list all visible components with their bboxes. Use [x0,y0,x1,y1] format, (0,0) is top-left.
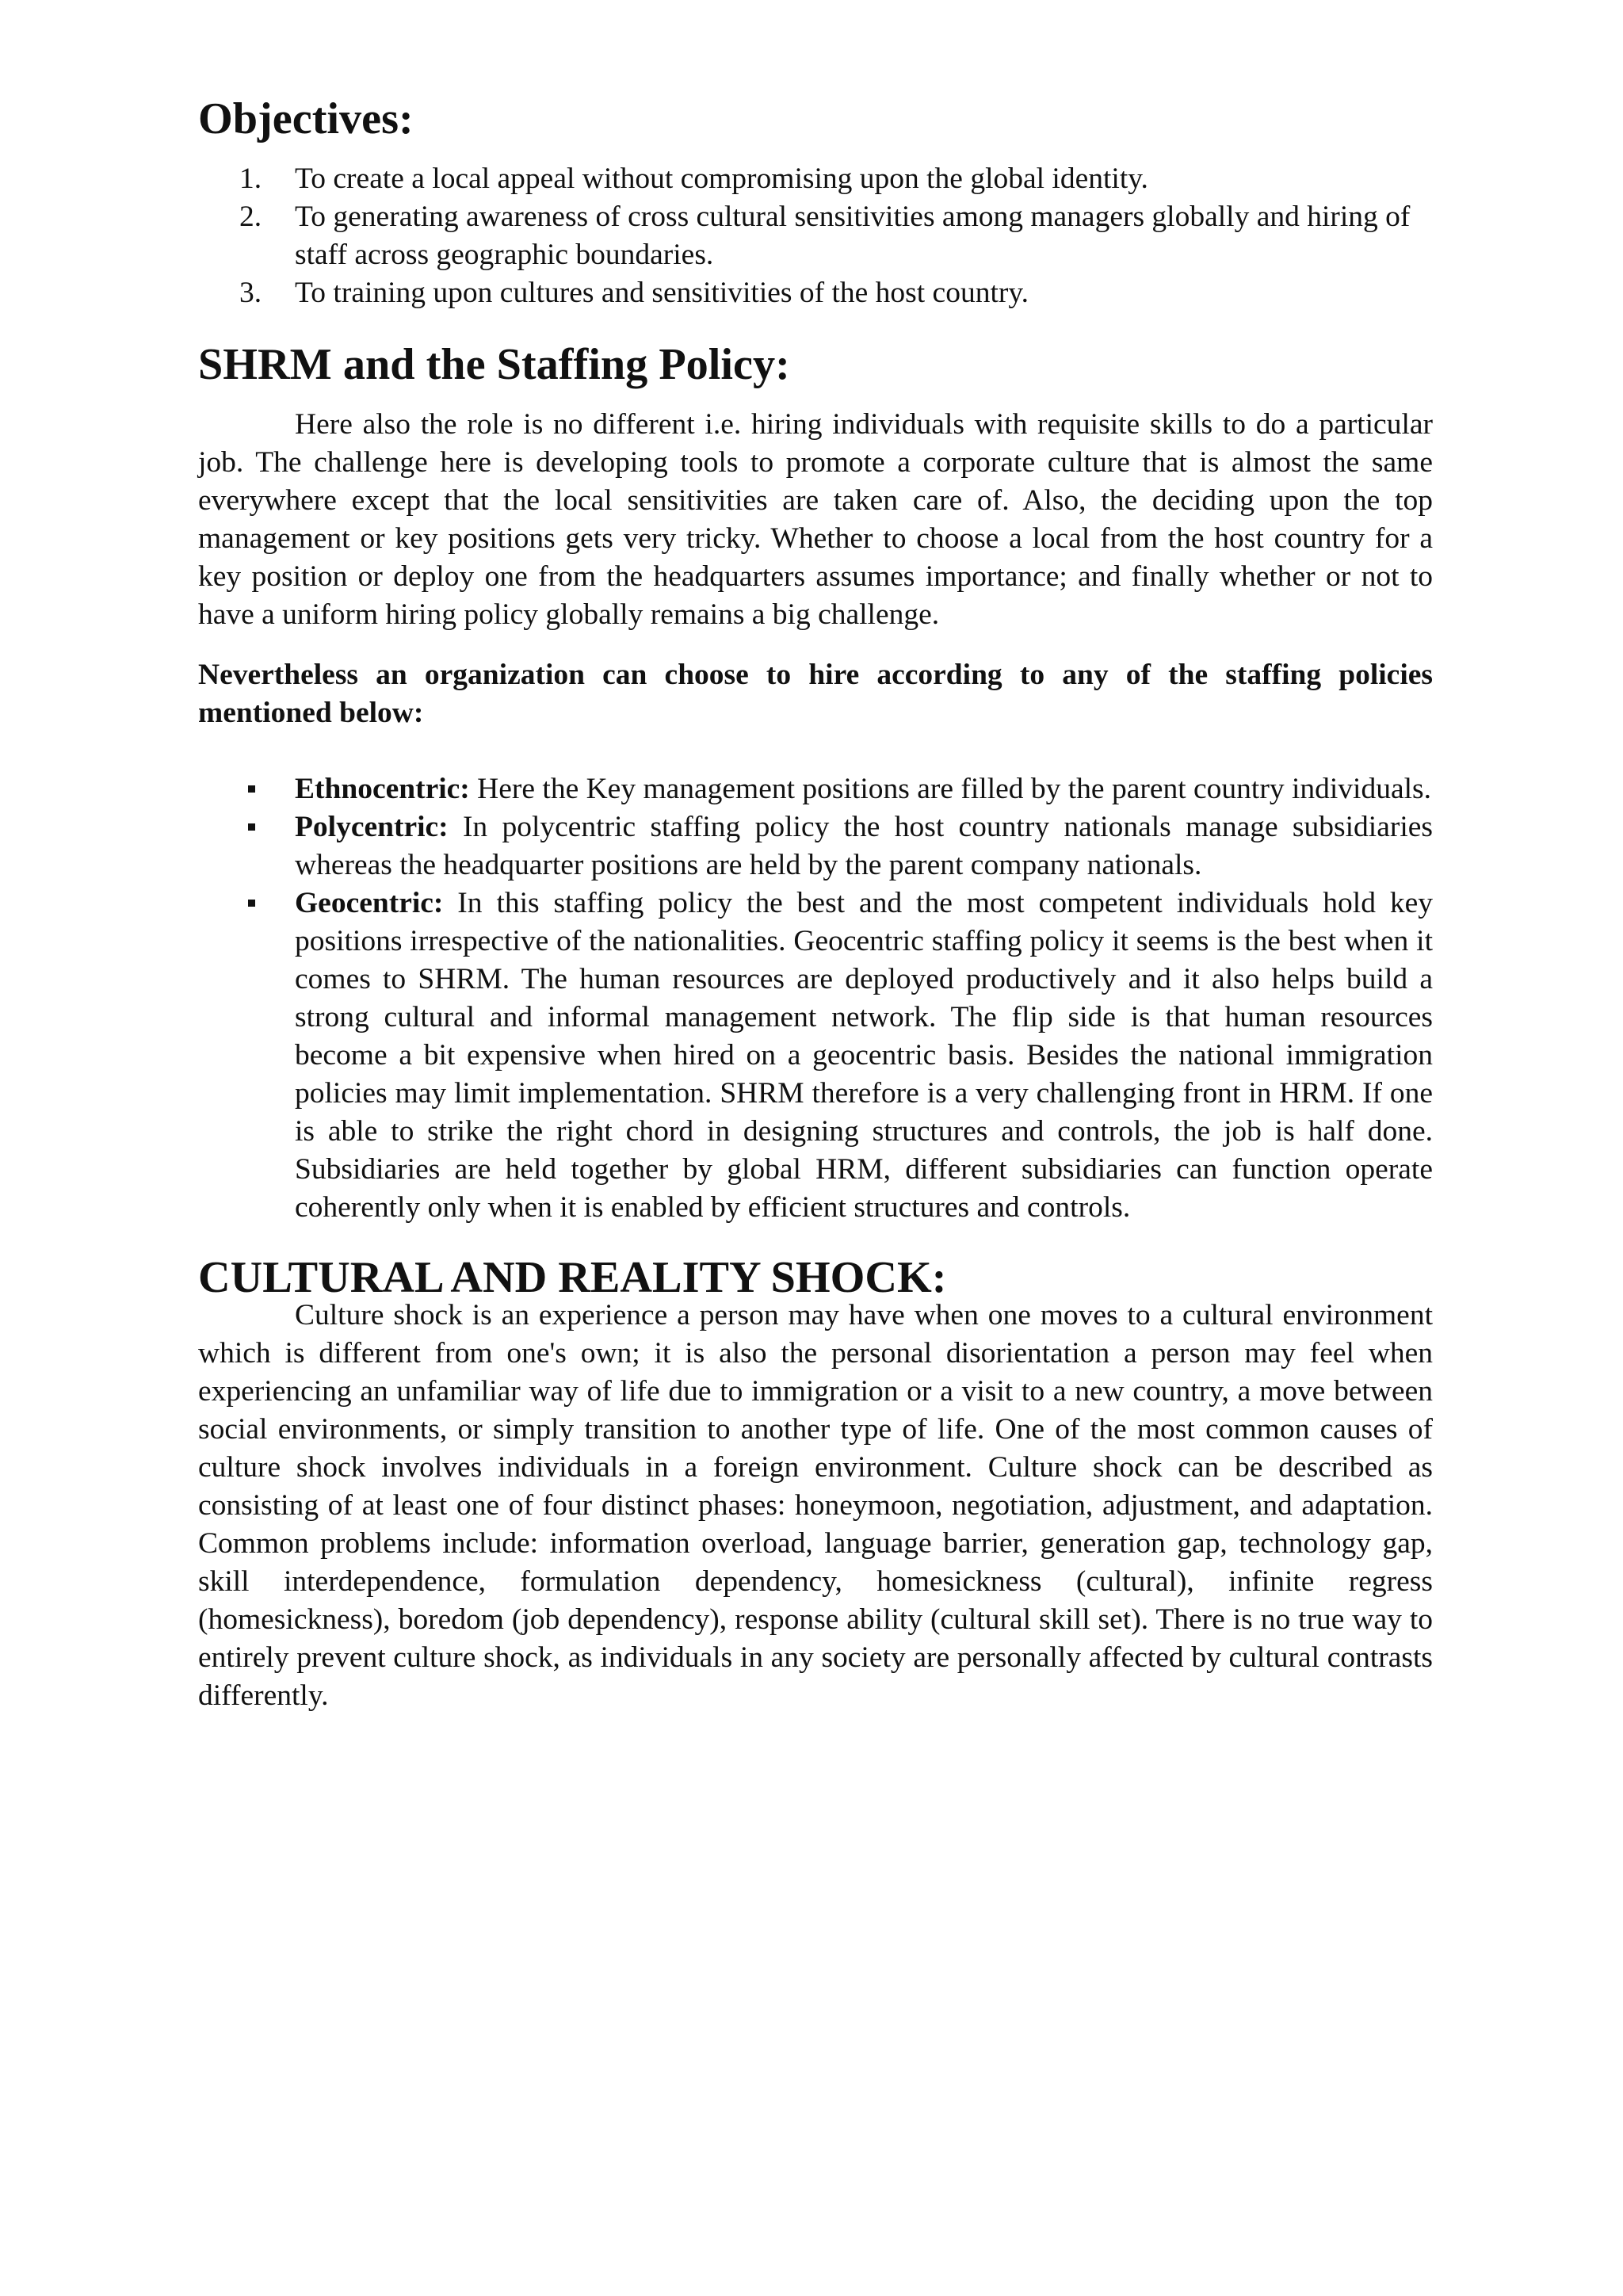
policy-description: Here the Key management positions are filled by the parent country individuals. [469,773,1431,805]
square-bullet-icon [248,823,255,831]
staffing-policy-paragraph: Here also the role is no different i.e. hiring individuals with requisite skills to do a particular job. The challenge here is developing tools to promote a corporate culture that is almost the same everywhere except that the local sensitivities are taken care of. Also, the deciding upon the top management or key positions gets very tricky. Whether to choose a local from the host country for a key position or deploy one from the headquarters assumes importance; and finally whether or not to have a uniform hiring policy globally remains a big challenge. [198,408,1433,631]
list-number: 1. [239,162,262,195]
staffing-policy-list [198,770,1433,1227]
policy-description: In this staffing policy the best and the most competent individuals hold key positions irrespective of the nationalities. Geocentric staffing policy it seems is the best when it comes to SHRM. The human resources are deployed productively and it also helps build a strong cultural and informal management network. The flip side is that human resources become a bit expensive when hired on a geocentric basis. Besides the national immigration policies may limit implementation. SHRM therefore is a very challenging front in HRM. If one is able to strike the right chord in designing structures and controls, the job is half done. Subsidiaries are held together by global HRM, different subsidiaries can function operate coherently only when it is enabled by efficient structures and controls. [295,887,1433,1224]
policy-description: In polycentric staffing policy the host country nationals manage subsidiaries whereas the headquarter positions are held by the parent company nationals. [295,811,1433,881]
policy-item-polycentric [198,808,1433,884]
culture-shock-paragraph: Culture shock is an experience a person may have when one moves to a cultural environment which is different from one's own; it is also the personal disorientation a person may feel when experiencing an unfamiliar way of life due to immigration or a visit to a new country, a move between social environments, or simply transition to another type of life. One of the most common causes of culture shock involves individuals in a foreign environment. Culture shock can be described as consisting of at least one of four distinct phases: honeymoon, negotiation, adjustment, and adaptation. Common problems include: information overload, language barrier, generation gap, technology gap, skill interdependence, formulation dependency, homesickness (cultural), infinite regress (homesickness), boredom (job dependency), response ability (cultural skill set). There is no true way to entirely prevent culture shock, as individuals in any society are personally affected by cultural contrasts differently. [198,1299,1433,1712]
objective-text: To generating awareness of cross cultural sensitivities among managers globally and hiring of staff across geographic boundaries. [295,201,1411,271]
objective-item [198,274,1433,312]
culture-shock-heading: CULTURAL AND REALITY SHOCK: [198,1253,947,1302]
objectives-list [198,160,1433,312]
policy-term: Polycentric: [295,811,449,843]
document-page [198,94,1433,1715]
square-bullet-icon [248,900,255,907]
list-number: 2. [239,201,262,233]
objective-text: To create a local appeal without compromising upon the global identity. [295,162,1148,195]
policy-item-geocentric [198,884,1433,1227]
objective-item [198,198,1433,274]
staffing-policy-heading: SHRM and the Staffing Policy: [198,340,790,389]
objective-item [198,160,1433,198]
policy-term: Geocentric: [295,887,444,919]
policy-term: Ethnocentric: [295,773,470,805]
square-bullet-icon [248,785,255,793]
objective-text: To training upon cultures and sensitivities of the host country. [295,277,1029,309]
list-number: 3. [239,277,262,309]
policy-item-ethnocentric [198,770,1433,808]
staffing-intro-bold: Nevertheless an organization can choose to hire according to any of the staffing policies mentioned below: [198,659,1433,729]
objectives-heading: Objectives: [198,94,414,143]
